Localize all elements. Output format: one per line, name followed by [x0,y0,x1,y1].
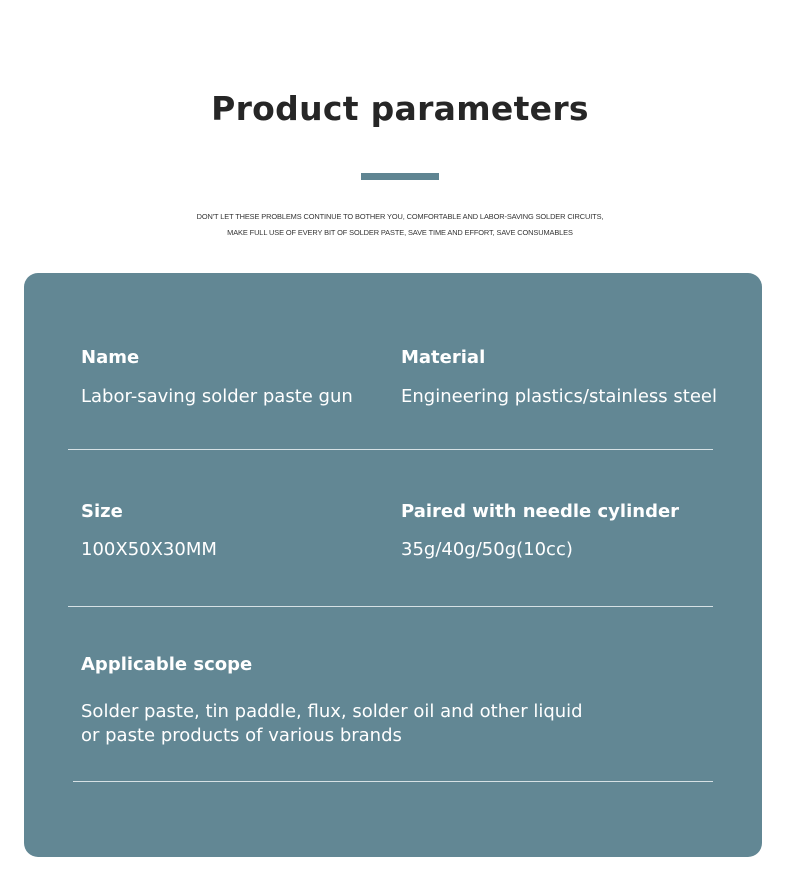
row-divider [68,449,713,450]
param-scope-label: Applicable scope [81,654,253,675]
param-needle-value: 35g/40g/50g(10cc) [401,539,573,560]
param-size-value: 100X50X30MM [81,539,217,560]
title-underline-bar [361,173,439,180]
param-name-value: Labor-saving solder paste gun [81,386,353,407]
param-size-label: Size [81,501,123,522]
subtitle-line-1: DON'T LET THESE PROBLEMS CONTINUE TO BOTHER YOU, COMFORTABLE AND LABOR-SAVING SOLDER CIRCUITS, [196,212,604,221]
param-material-value: Engineering plastics/stainless steel [401,386,717,407]
row-divider [73,781,713,782]
param-scope-value-line-2: or paste products of various brands [81,725,402,746]
param-scope-value [81,700,583,748]
param-scope-value-line-1: Solder paste, tin paddle, flux, solder oil and other liquid [81,701,583,722]
subtitle-line-2: MAKE FULL USE OF EVERY BIT OF SOLDER PASTE, SAVE TIME AND EFFORT, SAVE CONSUMABLES [227,228,573,237]
page-title: Product parameters [211,89,589,128]
parameters-card [24,273,762,857]
param-name-label: Name [81,347,140,368]
row-divider [68,606,713,607]
param-needle-label: Paired with needle cylinder [401,501,680,522]
param-material-label: Material [401,347,486,368]
